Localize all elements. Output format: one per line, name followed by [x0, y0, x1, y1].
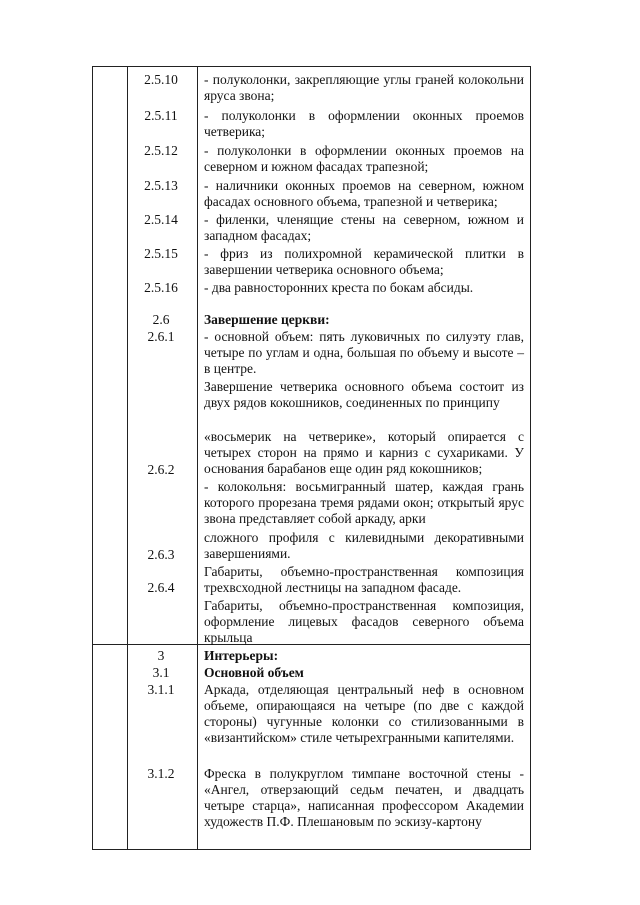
table-column-divider-2	[197, 66, 198, 850]
row-text: сложного профиля с килевидными декоративными завершениями.	[204, 530, 524, 561]
row-text: Завершение четверика основного объема состоит из двух рядов кокошников, соединенных по принципу	[204, 379, 524, 410]
row-text: Габариты, объемно-пространственная композиция, оформление лицевых фасадов северного объема крыльца	[204, 598, 524, 645]
row-number: 3.1.1	[147, 682, 175, 697]
row-text: - два равносторонних креста по бокам абсиды.	[204, 280, 474, 295]
table-border-right	[530, 66, 531, 850]
row-text: - колокольня: восьмигранный шатер, каждая грань которого прорезана тремя рядами окон; открытый ярус звона представляет собой аркаду, арки	[204, 479, 524, 526]
table-border-top	[92, 66, 531, 67]
row-text: - полуколонки, закрепляющие углы граней колокольни яруса звона;	[204, 72, 524, 103]
row-number: 2.5.15	[144, 246, 178, 261]
section-heading: Интерьеры:	[204, 648, 279, 663]
section-number: 2.6	[152, 312, 170, 327]
row-text: Фреска в полукруглом тимпане восточной стены - «Ангел, отверзающий седьм печатен, и двадцать четыре старца», написанная профессором Академии художеств П.Ф. Плешановым по эскизу-картону	[204, 766, 524, 829]
subsection-heading: Основной объем	[204, 665, 304, 680]
section-heading: Завершение церкви:	[204, 312, 330, 327]
table-border-left	[92, 66, 93, 850]
row-number: 3.1.2	[147, 766, 175, 781]
row-number: 2.6.3	[147, 547, 175, 562]
row-text: - фриз из полихромной керамической плитки в завершении четверика основного объема;	[204, 246, 524, 277]
row-number: 2.5.10	[144, 72, 178, 87]
row-number: 2.6.2	[147, 462, 175, 477]
row-number: 2.6.1	[147, 329, 175, 344]
row-text: - основной объем: пять луковичных по силуэту глав, четыре по углам и одна, большая по объему и высоте – в центре.	[204, 329, 524, 376]
table-border-bottom	[92, 849, 531, 850]
row-number: 2.5.16	[144, 280, 178, 295]
row-text: Аркада, отделяющая центральный неф в основном объеме, опирающаяся на четыре (по две с каждой стороны) чугунные колонки со стилизованными в «византийском» стиле четырехгранными капителями.	[204, 682, 524, 745]
row-number: 2.5.12	[144, 143, 178, 158]
row-number: 2.5.14	[144, 212, 178, 227]
row-text: - филенки, членящие стены на северном, южном и западном фасадах;	[204, 212, 524, 243]
row-number: 2.5.13	[144, 178, 178, 193]
row-text: - полуколонки в оформлении оконных проемов на северном и южном фасадах трапезной;	[204, 143, 524, 174]
row-text: «восьмерик на четверике», который опирается с четырех сторон на прямо и карниз с сухариками. У основания барабанов еще один ряд кокошников;	[204, 429, 524, 476]
row-number: 2.6.4	[147, 580, 175, 595]
row-text: - наличники оконных проемов на северном, южном фасадах основного объема, трапезной и четверика;	[204, 178, 524, 209]
row-text: Габариты, объемно-пространственная композиция трехвсходной лестницы на западном фасаде.	[204, 564, 524, 595]
row-text: - полуколонки в оформлении оконных проемов четверика;	[204, 108, 524, 139]
section-number: 3.1	[152, 665, 170, 680]
section-number: 3	[157, 648, 165, 663]
row-number: 2.5.11	[144, 108, 178, 123]
